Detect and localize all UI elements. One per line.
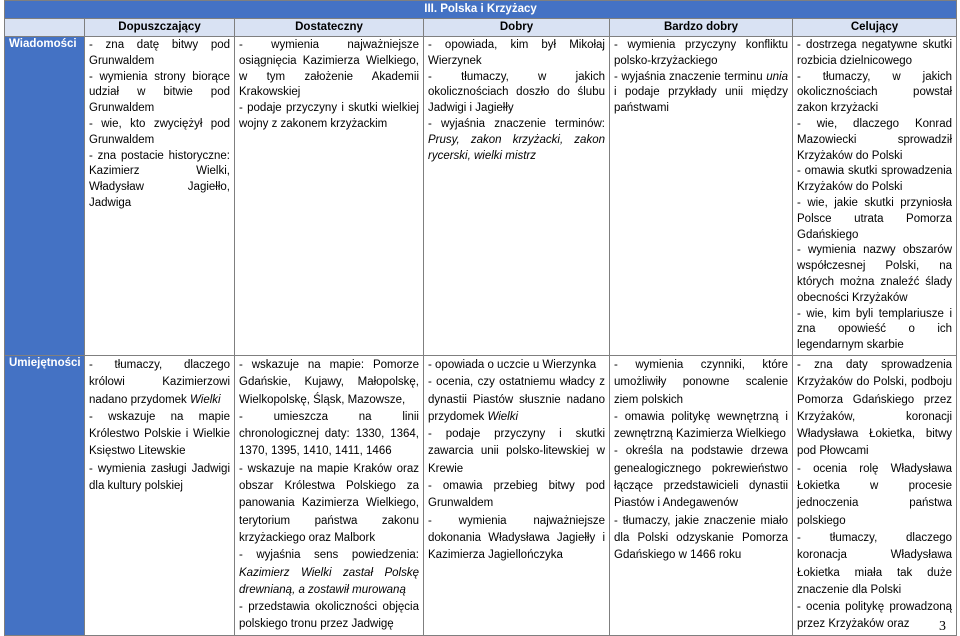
text-run: - wyjaśnia sens powiedzenia:	[239, 549, 419, 562]
category-wiadomosci: Wiadomości	[5, 37, 85, 356]
text-run: - tłumaczy, dlaczego królowi Kazimierzowi nadano przydomek	[89, 358, 230, 406]
cell-text: - podaje przyczyny i skutki zawarcia unii polsko-litewskiej w Krewie	[428, 428, 605, 475]
row-umiejetnosci	[5, 355, 957, 635]
cell-text: - wymienia strony biorące udział w bitwie pod Grunwaldem	[89, 70, 230, 115]
term-italic: Wielki	[190, 393, 221, 406]
cell-text: - wskazuje na mapie Królestwo Polskie i Wielkie Księstwo Litewskie	[89, 410, 230, 458]
cell-text: - wymienia przyczyny konfliktu polsko-krzyżackiego	[614, 39, 788, 67]
title-row	[5, 1, 957, 19]
cell-wiadomosci-dopuszczajacy	[85, 37, 235, 356]
row-wiadomosci	[5, 37, 957, 356]
cell-text: - wymienia nazwy obszarów współczesnej Polski, na których można znaleźć ślady obecności Krzyżaków	[797, 244, 953, 304]
cell-text	[428, 117, 605, 164]
cell-text	[614, 70, 788, 117]
cell-text: - wie, kto zwyciężył pod Grunwaldem	[89, 117, 230, 146]
grade-dopuszczajacy: Dopuszczający	[85, 19, 235, 37]
cell-umiejetnosci-dostateczny	[235, 355, 424, 635]
cell-text	[89, 357, 230, 409]
cell-text: - zna daty sprowadzenia Krzyżaków do Polski, podboju Pomorza Gdańskiego przez Krzyżaków, koronacji Władysława Łokietka, bitwy pod Płowcami	[797, 358, 953, 458]
cell-wiadomosci-bardzo-dobry	[610, 37, 793, 356]
grade-dobry: Dobry	[424, 19, 610, 37]
cell-wiadomosci-celujacy	[793, 37, 957, 356]
cell-umiejetnosci-dobry	[424, 355, 610, 635]
cell-umiejetnosci-bardzo-dobry	[610, 355, 793, 635]
term-italic: unia	[766, 70, 788, 83]
text-run: i podaje przykłady unii między państwami	[614, 86, 788, 115]
cell-text: - ocenia politykę prowadzoną przez Krzyżaków oraz	[797, 601, 953, 631]
section-title: III. Polska i Krzyżacy	[5, 1, 957, 19]
grade-celujacy: Celujący	[793, 19, 957, 37]
text-run: - ocenia, czy ostatniemu władcy z dynastii Piastów słusznie nadano przydomek	[428, 376, 605, 423]
grading-table	[4, 0, 957, 636]
cell-umiejetnosci-celujacy	[793, 355, 957, 635]
cell-text: - wie, dlaczego Konrad Mazowiecki sprowadził Krzyżaków do Polski	[797, 117, 953, 162]
cell-text: - wymienia czynniki, które umożliwiły ponowne scalenie ziem polskich	[614, 358, 788, 406]
cell-text: - umieszcza na linii chronologicznej daty: 1330, 1364, 1370, 1395, 1410, 1411, 1466	[239, 410, 419, 458]
cell-text: - zna datę bitwy pod Grunwaldem	[89, 39, 230, 67]
category-umiejetnosci: Umiejętności	[5, 355, 85, 635]
cell-text: - wskazuje na mapie Kraków oraz obszar Królestwa Polskiego za panowania Kazimierza Wielkiego, terytorium państwa zakonu krzyżackiego oraz Malbork	[239, 462, 419, 544]
cell-text: - wskazuje na mapie: Pomorze Gdańskie, Kujawy, Małopolskę, Wielkopolskę, Śląsk, Mazowsze,	[239, 358, 419, 406]
grade-dostateczny: Dostateczny	[235, 19, 424, 37]
cell-text: - dostrzega negatywne skutki rozbicia dzielnicowego	[797, 39, 953, 67]
grade-header-row	[5, 19, 957, 37]
cell-text: - wie, kim byli templariusze i zna opowieść o ich legendarnym skarbie	[797, 307, 953, 352]
text-run: - wyjaśnia znaczenie terminów:	[428, 117, 605, 130]
cell-text	[239, 547, 419, 599]
cell-text: - wymienia najważniejsze dokonania Władysława Jagiełły i Kazimierza Jagiellończyka	[428, 514, 605, 562]
cell-text: - omawia politykę wewnętrzną i zewnętrzną Kazimierza Wielkiego	[614, 410, 788, 441]
cell-wiadomosci-dostateczny	[235, 37, 424, 356]
cell-umiejetnosci-dopuszczajacy	[85, 355, 235, 635]
cell-text: - przedstawia okoliczności objęcia polskiego tronu przez Jadwigę	[239, 601, 419, 631]
cell-text: - omawia przebieg bitwy pod Grunwaldem	[428, 480, 605, 510]
cell-text: - tłumaczy, jakie znaczenie miało dla Polski odzyskanie Pomorza Gdańskiego w 1466 roku	[614, 514, 788, 562]
cell-text: - wymienia zasługi Jadwigi dla kultury polskiej	[89, 462, 230, 493]
cell-text: - opowiada, kim był Mikołaj Wierzynek	[428, 39, 605, 67]
cell-wiadomosci-dobry	[424, 37, 610, 356]
corner-cell	[5, 19, 85, 37]
term-italic: Prusy, zakon krzyżacki, zakon rycerski, wielki mistrz	[428, 133, 605, 162]
page-number: 3	[939, 619, 946, 634]
cell-text: - ocenia rolę Władysława Łokietka w procesie jednoczenia państwa polskiego	[797, 462, 953, 527]
cell-text: - opowiada o uczcie u Wierzynka	[428, 358, 597, 371]
cell-text: - tłumaczy, w jakich okolicznościach powstał zakon krzyżacki	[797, 70, 953, 115]
cell-text	[428, 374, 605, 426]
quote-italic: Kazimierz Wielki zastał Polskę drewnianą, a zostawił murowaną	[239, 566, 419, 596]
cell-text: - wie, jakie skutki przyniosła Polsce utrata Pomorza Gdańskiego	[797, 196, 953, 241]
cell-text: - omawia skutki sprowadzenia Krzyżaków do Polski	[797, 165, 953, 194]
cell-text: - określa na podstawie drzewa genealogicznego pokrewieństwo łączące przedstawicieli dynastii Piastów i Andegawenów	[614, 445, 788, 510]
text-run: - wyjaśnia znaczenie terminu	[614, 70, 767, 83]
cell-text: - tłumaczy, dlaczego koronacja Władysława Łokietka miała tak duże znaczenie dla Polski	[797, 531, 953, 596]
cell-text: - zna postacie historyczne: Kazimierz Wielki, Władysław Jagiełło, Jadwiga	[89, 149, 230, 209]
cell-text: - wymienia najważniejsze osiągnięcia Kazimierza Wielkiego, w tym założenie Akademii Krakowskiej	[239, 39, 419, 99]
grade-bardzo-dobry: Bardzo dobry	[610, 19, 793, 37]
term-italic: Wielki	[487, 410, 519, 423]
cell-text: - podaje przyczyny i skutki wielkiej wojny z zakonem krzyżackim	[239, 102, 419, 130]
cell-text: - tłumaczy, w jakich okolicznościach doszło do ślubu Jadwigi i Jagiełły	[428, 70, 605, 115]
